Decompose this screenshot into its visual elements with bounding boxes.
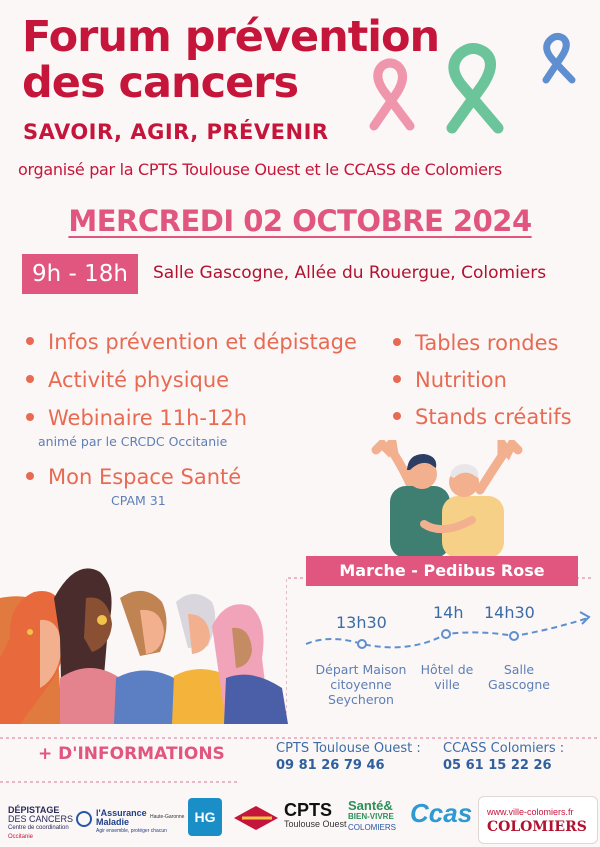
contact-phone[interactable]: 09 81 26 79 46	[276, 758, 385, 773]
walk-stop-marker	[510, 632, 518, 640]
activity-note: CPAM 31	[111, 493, 166, 508]
walk-stop-name: Départ Maison citoyenne Seycheron	[315, 662, 407, 707]
walk-title: Marche - Pedibus Rose	[306, 556, 578, 586]
bullet-dot	[393, 412, 401, 420]
contact-phone[interactable]: 05 61 15 22 26	[443, 758, 552, 773]
depistage-logo: DÉPISTAGE DES CANCERS Centre de coordination Occitanie	[8, 805, 74, 840]
event-date: MERCREDI 02 OCTOBRE 2024	[68, 204, 532, 238]
walk-stop-marker	[442, 630, 450, 638]
hg-logo-icon: HG	[188, 798, 222, 836]
activity-item: Activité physique	[26, 368, 229, 392]
more-info-label: + D'INFORMATIONS	[38, 744, 225, 764]
tagline: SAVOIR, AGIR, PRÉVENIR	[23, 120, 329, 144]
walk-stop-marker	[358, 640, 366, 648]
cpts-mark-icon	[232, 804, 280, 834]
event-hours-badge: 9h - 18h	[22, 254, 138, 294]
bullet-dot	[26, 472, 34, 480]
bullet-dot	[393, 375, 401, 383]
organizer-text: organisé par la CPTS Toulouse Ouest et le CCASS de Colomiers	[18, 160, 502, 179]
activity-item: Webinaire 11h-12h	[26, 406, 247, 430]
ville-colomiers-logo: www.ville-colomiers.fr COLOMIERS	[478, 796, 598, 844]
ccas-logo: Ccas	[410, 798, 473, 828]
blue-ribbon-icon	[546, 36, 572, 80]
walk-stop-time: 14h	[433, 603, 464, 622]
activity-item: Nutrition	[393, 368, 507, 392]
women-illustration	[0, 528, 300, 724]
haute-garonne-label: Haute-Garonne	[150, 814, 185, 820]
assurance-maladie-icon	[76, 811, 92, 827]
bullet-dot	[26, 337, 34, 345]
page-title: Forum prévention des cancers	[22, 12, 440, 108]
walk-stop-time: 14h30	[484, 603, 535, 622]
sante-bien-vivre-logo: Santé& BIEN-VIVRE COLOMIERS	[348, 798, 397, 832]
event-venue: Salle Gascogne, Allée du Rouergue, Colomiers	[153, 263, 547, 283]
assurance-maladie-logo: l'Assurance Maladie Agir ensemble, protéger chacun	[76, 809, 167, 836]
activity-item: Tables rondes	[393, 331, 558, 355]
two-people-illustration	[362, 440, 532, 558]
walk-stop-name: Hôtel de ville	[420, 662, 474, 692]
logos-row	[0, 792, 600, 847]
bullet-dot	[393, 338, 401, 346]
bullet-dot	[26, 375, 34, 383]
activity-item: Infos prévention et dépistage	[26, 330, 357, 354]
activity-item: Mon Espace Santé	[26, 465, 241, 489]
walk-stop-name: Salle Gascogne	[488, 662, 550, 692]
bullet-dot	[26, 413, 34, 421]
contact-name: CCASS Colomiers :	[443, 741, 565, 756]
activity-item: Stands créatifs	[393, 405, 572, 429]
cpts-logo: CPTS Toulouse Ouest	[284, 800, 347, 829]
activity-note: animé par le CRCDC Occitanie	[38, 434, 228, 449]
walk-stop-time: 13h30	[336, 613, 387, 632]
contact-name: CPTS Toulouse Ouest :	[276, 741, 421, 756]
